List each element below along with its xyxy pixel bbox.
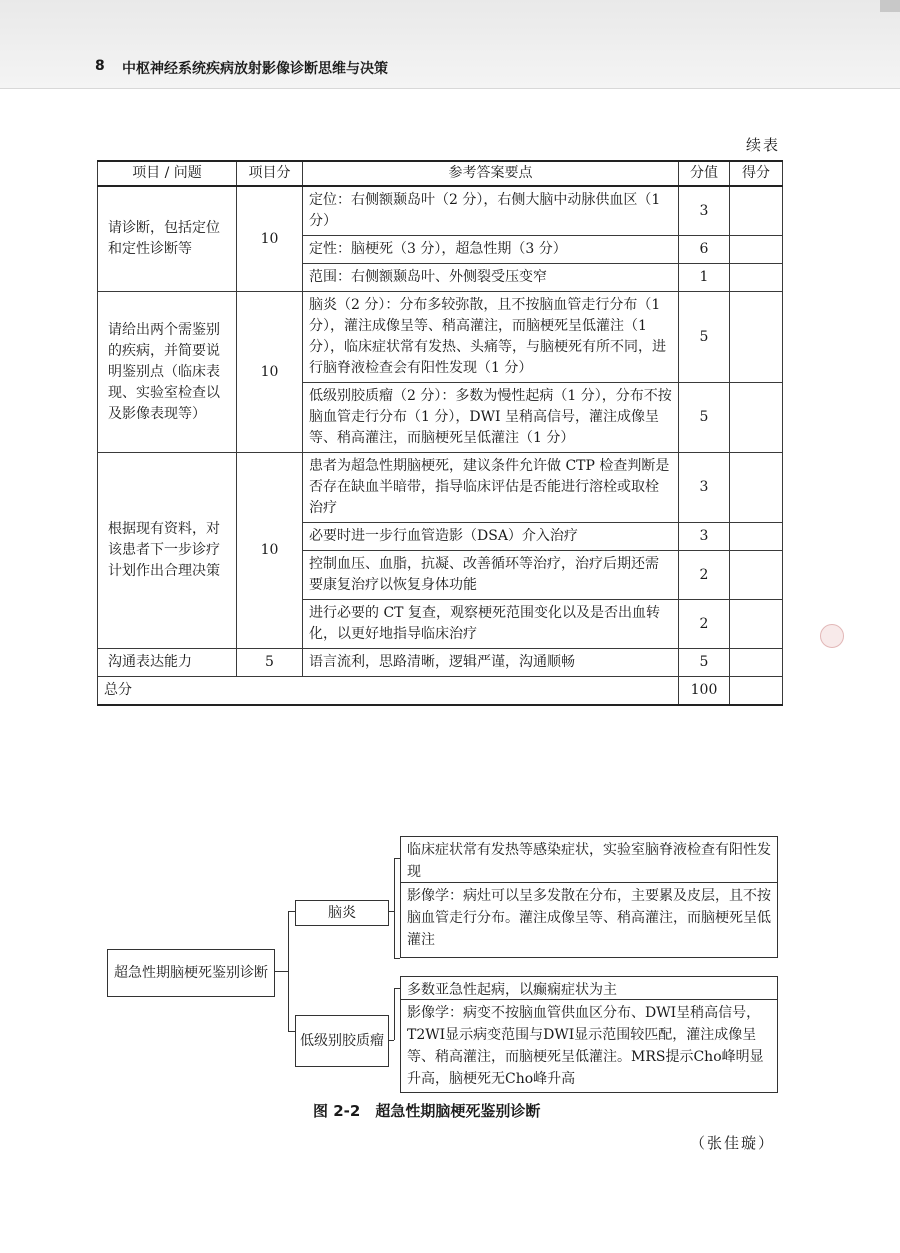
page-stamp-icon <box>820 624 844 648</box>
header-answer: 参考答案要点 <box>303 161 679 186</box>
book-title: 中枢神经系统疾病放射影像诊断思维与决策 <box>122 61 388 77</box>
scoring-table <box>97 160 783 706</box>
branch-node-encephalitis: 脑炎 <box>295 900 389 926</box>
points-cell: 3 <box>679 453 730 523</box>
question-cell: 根据现有资料，对该患者下一步诊疗计划作出合理决策 <box>98 453 237 649</box>
table-row <box>98 292 783 383</box>
answer-cell: 定位：右侧额颞岛叶（2 分），右侧大脑中动脉供血区（1 分） <box>303 186 679 236</box>
points-cell: 6 <box>679 236 730 264</box>
answer-cell: 范围：右侧额颞岛叶、外侧裂受压变窄 <box>303 264 679 292</box>
diagram-root-node: 超急性期脑梗死鉴别诊断 <box>107 949 275 997</box>
page-number: 8 <box>95 58 105 74</box>
score-input-cell[interactable] <box>730 649 783 677</box>
header-score: 得分 <box>730 161 783 186</box>
points-cell: 3 <box>679 523 730 551</box>
connector-line <box>388 1040 394 1041</box>
points-cell: 5 <box>679 292 730 383</box>
detail-box: 多数亚急性起病，以癫痫症状为主 <box>400 976 778 1004</box>
question-cell: 请给出两个需鉴别的疾病，并简要说明鉴别点（临床表现、实验室检查以及影像表现等） <box>98 292 237 453</box>
connector-line <box>274 971 288 972</box>
total-row <box>98 677 783 706</box>
score-input-cell[interactable] <box>730 383 783 453</box>
score-input-cell[interactable] <box>730 523 783 551</box>
running-header <box>0 0 900 89</box>
author-credit: （张佳璇） <box>689 1134 775 1152</box>
question-cell: 沟通表达能力 <box>98 649 237 677</box>
total-points: 100 <box>679 677 730 706</box>
points-cell: 2 <box>679 600 730 649</box>
points-cell: 5 <box>679 649 730 677</box>
connector-line <box>394 858 395 958</box>
continued-label: 续表 <box>745 136 780 154</box>
detail-box: 临床症状常有发热等感染症状，实验室脑脊液检查有阳性发现 <box>400 836 778 886</box>
answer-cell: 患者为超急性期脑梗死，建议条件允许做 CTP 检查判断是否存在缺血半暗带，指导临床评估是否能进行溶栓或取栓治疗 <box>303 453 679 523</box>
score-input-cell[interactable] <box>730 292 783 383</box>
figure-caption: 图 2-2 超急性期脑梗死鉴别诊断 <box>313 1102 541 1120</box>
table-header-row <box>98 161 783 186</box>
connector-line <box>394 958 400 959</box>
branch-node-glioma: 低级别胶质瘤 <box>295 1015 389 1067</box>
table-row <box>98 453 783 523</box>
total-label: 总分 <box>98 677 679 706</box>
table-row <box>98 649 783 677</box>
header-tab-marker <box>880 0 900 12</box>
question-cell: 请诊断，包括定位和定性诊断等 <box>98 186 237 292</box>
detail-box: 影像学：病变不按脑血管供血区分布、DWI呈稍高信号，T2WI显示病变范围与DWI显示范围较匹配，灌注成像呈等、稍高灌注，而脑梗死呈低灌注。MRS提示Cho峰明显升高，脑梗死无Cho峰升高 <box>400 999 778 1093</box>
connector-line <box>288 911 289 1031</box>
points-cell: 1 <box>679 264 730 292</box>
item-score-cell: 5 <box>237 649 303 677</box>
detail-box: 影像学：病灶可以呈多发散在分布，主要累及皮层，且不按脑血管走行分布。灌注成像呈等、稍高灌注，而脑梗死呈低灌注 <box>400 882 778 958</box>
points-cell: 2 <box>679 551 730 600</box>
score-input-cell[interactable] <box>730 453 783 523</box>
connector-line <box>288 911 295 912</box>
table-row <box>98 186 783 236</box>
score-input-cell[interactable] <box>730 186 783 236</box>
item-score-cell: 10 <box>237 292 303 453</box>
connector-line <box>288 1031 295 1032</box>
answer-cell: 进行必要的 CT 复查，观察梗死范围变化以及是否出血转化，以更好地指导临床治疗 <box>303 600 679 649</box>
answer-cell: 低级别胶质瘤（2 分）：多数为慢性起病（1 分），分布不按脑血管走行分布（1 分），DWI 呈稍高信号，灌注成像呈等、稍高灌注，而脑梗死呈低灌注（1 分） <box>303 383 679 453</box>
total-score-input-cell[interactable] <box>730 677 783 706</box>
header-item-score: 项目分 <box>237 161 303 186</box>
item-score-cell: 10 <box>237 186 303 292</box>
answer-cell: 脑炎（2 分）：分布多较弥散，且不按脑血管走行分布（1 分），灌注成像呈等、稍高灌注，而脑梗死呈低灌注（1 分），临床症状常有发热、头痛等，与脑梗死有所不同，进行脑脊液检查会有阳性发现（1 分） <box>303 292 679 383</box>
points-cell: 3 <box>679 186 730 236</box>
score-input-cell[interactable] <box>730 551 783 600</box>
connector-line <box>394 988 395 1040</box>
score-input-cell[interactable] <box>730 600 783 649</box>
item-score-cell: 10 <box>237 453 303 649</box>
header-points: 分值 <box>679 161 730 186</box>
points-cell: 5 <box>679 383 730 453</box>
header-question: 项目 / 问题 <box>98 161 237 186</box>
answer-cell: 语言流利，思路清晰，逻辑严谨，沟通顺畅 <box>303 649 679 677</box>
answer-cell: 必要时进一步行血管造影（DSA）介入治疗 <box>303 523 679 551</box>
score-input-cell[interactable] <box>730 264 783 292</box>
answer-cell: 定性：脑梗死（3 分），超急性期（3 分） <box>303 236 679 264</box>
score-input-cell[interactable] <box>730 236 783 264</box>
answer-cell: 控制血压、血脂，抗凝、改善循环等治疗，治疗后期还需要康复治疗以恢复身体功能 <box>303 551 679 600</box>
